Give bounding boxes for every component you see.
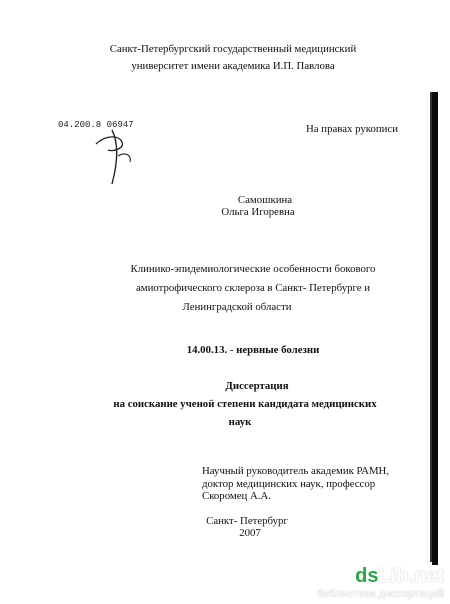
supervisor-line1: Научный руководитель академик РАМН, — [202, 465, 390, 477]
supervisor-line2: доктор медицинских наук, профессор — [202, 478, 376, 490]
title-line2: амиотрофического склероза в Санкт- Петербурге и — [135, 282, 371, 294]
header-institution-line1: Санкт-Петербургский государственный медицинский — [109, 43, 357, 55]
watermark-logo — [317, 566, 444, 600]
dissertation-label: Диссертация — [225, 380, 289, 392]
footer-year: 2007 — [239, 527, 261, 539]
signature-icon — [92, 126, 138, 188]
dissertation-degree-line2: наук — [228, 416, 252, 428]
title-line1: Клинико-эпидемиологические особенности бокового — [130, 263, 376, 275]
header-institution-line2: университет имени академика И.П. Павлова — [131, 60, 335, 72]
author-surname: Самошкина — [237, 194, 293, 206]
dissertation-degree-line1: на соискание ученой степени кандидата медицинских — [113, 398, 377, 410]
specialty-code: 14.00.13. - нервные болезни — [186, 344, 320, 356]
title-line3: Ленинградской области — [182, 301, 292, 313]
supervisor-line3: Скоромец А.А. — [202, 490, 271, 502]
watermark-caption: библиотека диссертаций — [316, 588, 444, 600]
watermark-brand-ds: ds — [355, 565, 379, 587]
scan-edge-bar — [432, 92, 438, 565]
watermark-brand — [317, 566, 444, 586]
library-stamp-number: 04.200.8 06947 — [58, 120, 134, 130]
watermark-brand-lib: Lib.net — [378, 565, 444, 587]
footer-city: Санкт- Петербург — [206, 515, 288, 527]
manuscript-rights-label: На правах рукописи — [306, 123, 398, 135]
author-name: Ольга Игоревна — [221, 206, 295, 218]
